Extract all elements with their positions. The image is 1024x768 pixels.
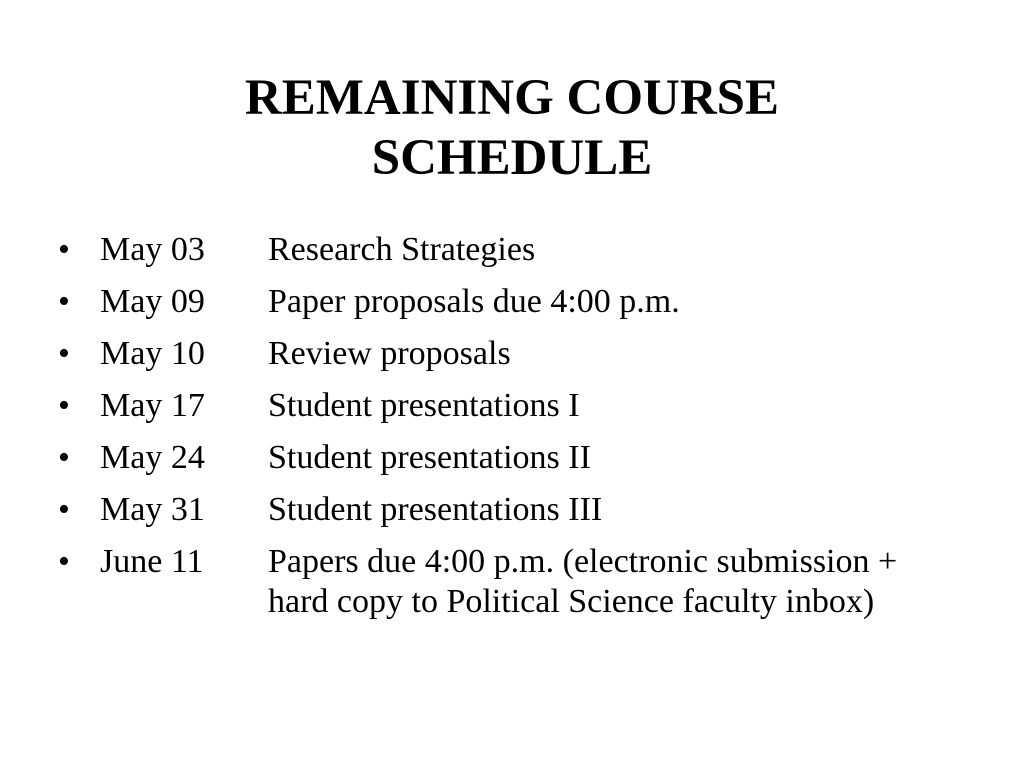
- title-line-2: SCHEDULE: [371, 130, 653, 187]
- bullet-icon: •: [58, 283, 70, 320]
- schedule-event: Papers due 4:00 p.m. (electronic submission + hard copy to Political Science faculty inbox): [268, 543, 898, 620]
- bullet-icon: •: [58, 543, 70, 580]
- schedule-item: [58, 230, 958, 270]
- schedule-item: [58, 386, 958, 426]
- bullet-icon: •: [58, 387, 70, 424]
- schedule-date: June 11: [100, 543, 204, 580]
- schedule-event: Student presentations I: [268, 387, 580, 424]
- schedule-date: May 17: [100, 387, 205, 424]
- schedule-event: Research Strategies: [268, 231, 536, 268]
- bullet-icon: •: [58, 335, 70, 372]
- bullet-icon: •: [58, 491, 70, 528]
- schedule-date: May 31: [100, 491, 205, 528]
- schedule-date: May 24: [100, 439, 205, 476]
- schedule-item: [58, 282, 958, 322]
- schedule-item: [58, 542, 958, 622]
- schedule-event: Student presentations II: [268, 439, 591, 476]
- schedule-date: May 10: [100, 335, 205, 372]
- title-line-1: REMAINING COURSE: [244, 70, 780, 127]
- bullet-icon: •: [58, 231, 70, 268]
- schedule-event: Review proposals: [268, 335, 511, 372]
- schedule-list: [58, 230, 958, 634]
- schedule-event: Paper proposals due 4:00 p.m.: [268, 283, 680, 320]
- slide-title: [0, 68, 1024, 188]
- schedule-item: [58, 334, 958, 374]
- schedule-item: [58, 438, 958, 478]
- schedule-date: May 03: [100, 231, 205, 268]
- schedule-date: May 09: [100, 283, 205, 320]
- schedule-event: Student presentations III: [268, 491, 603, 528]
- bullet-icon: •: [58, 439, 70, 476]
- schedule-item: [58, 490, 958, 530]
